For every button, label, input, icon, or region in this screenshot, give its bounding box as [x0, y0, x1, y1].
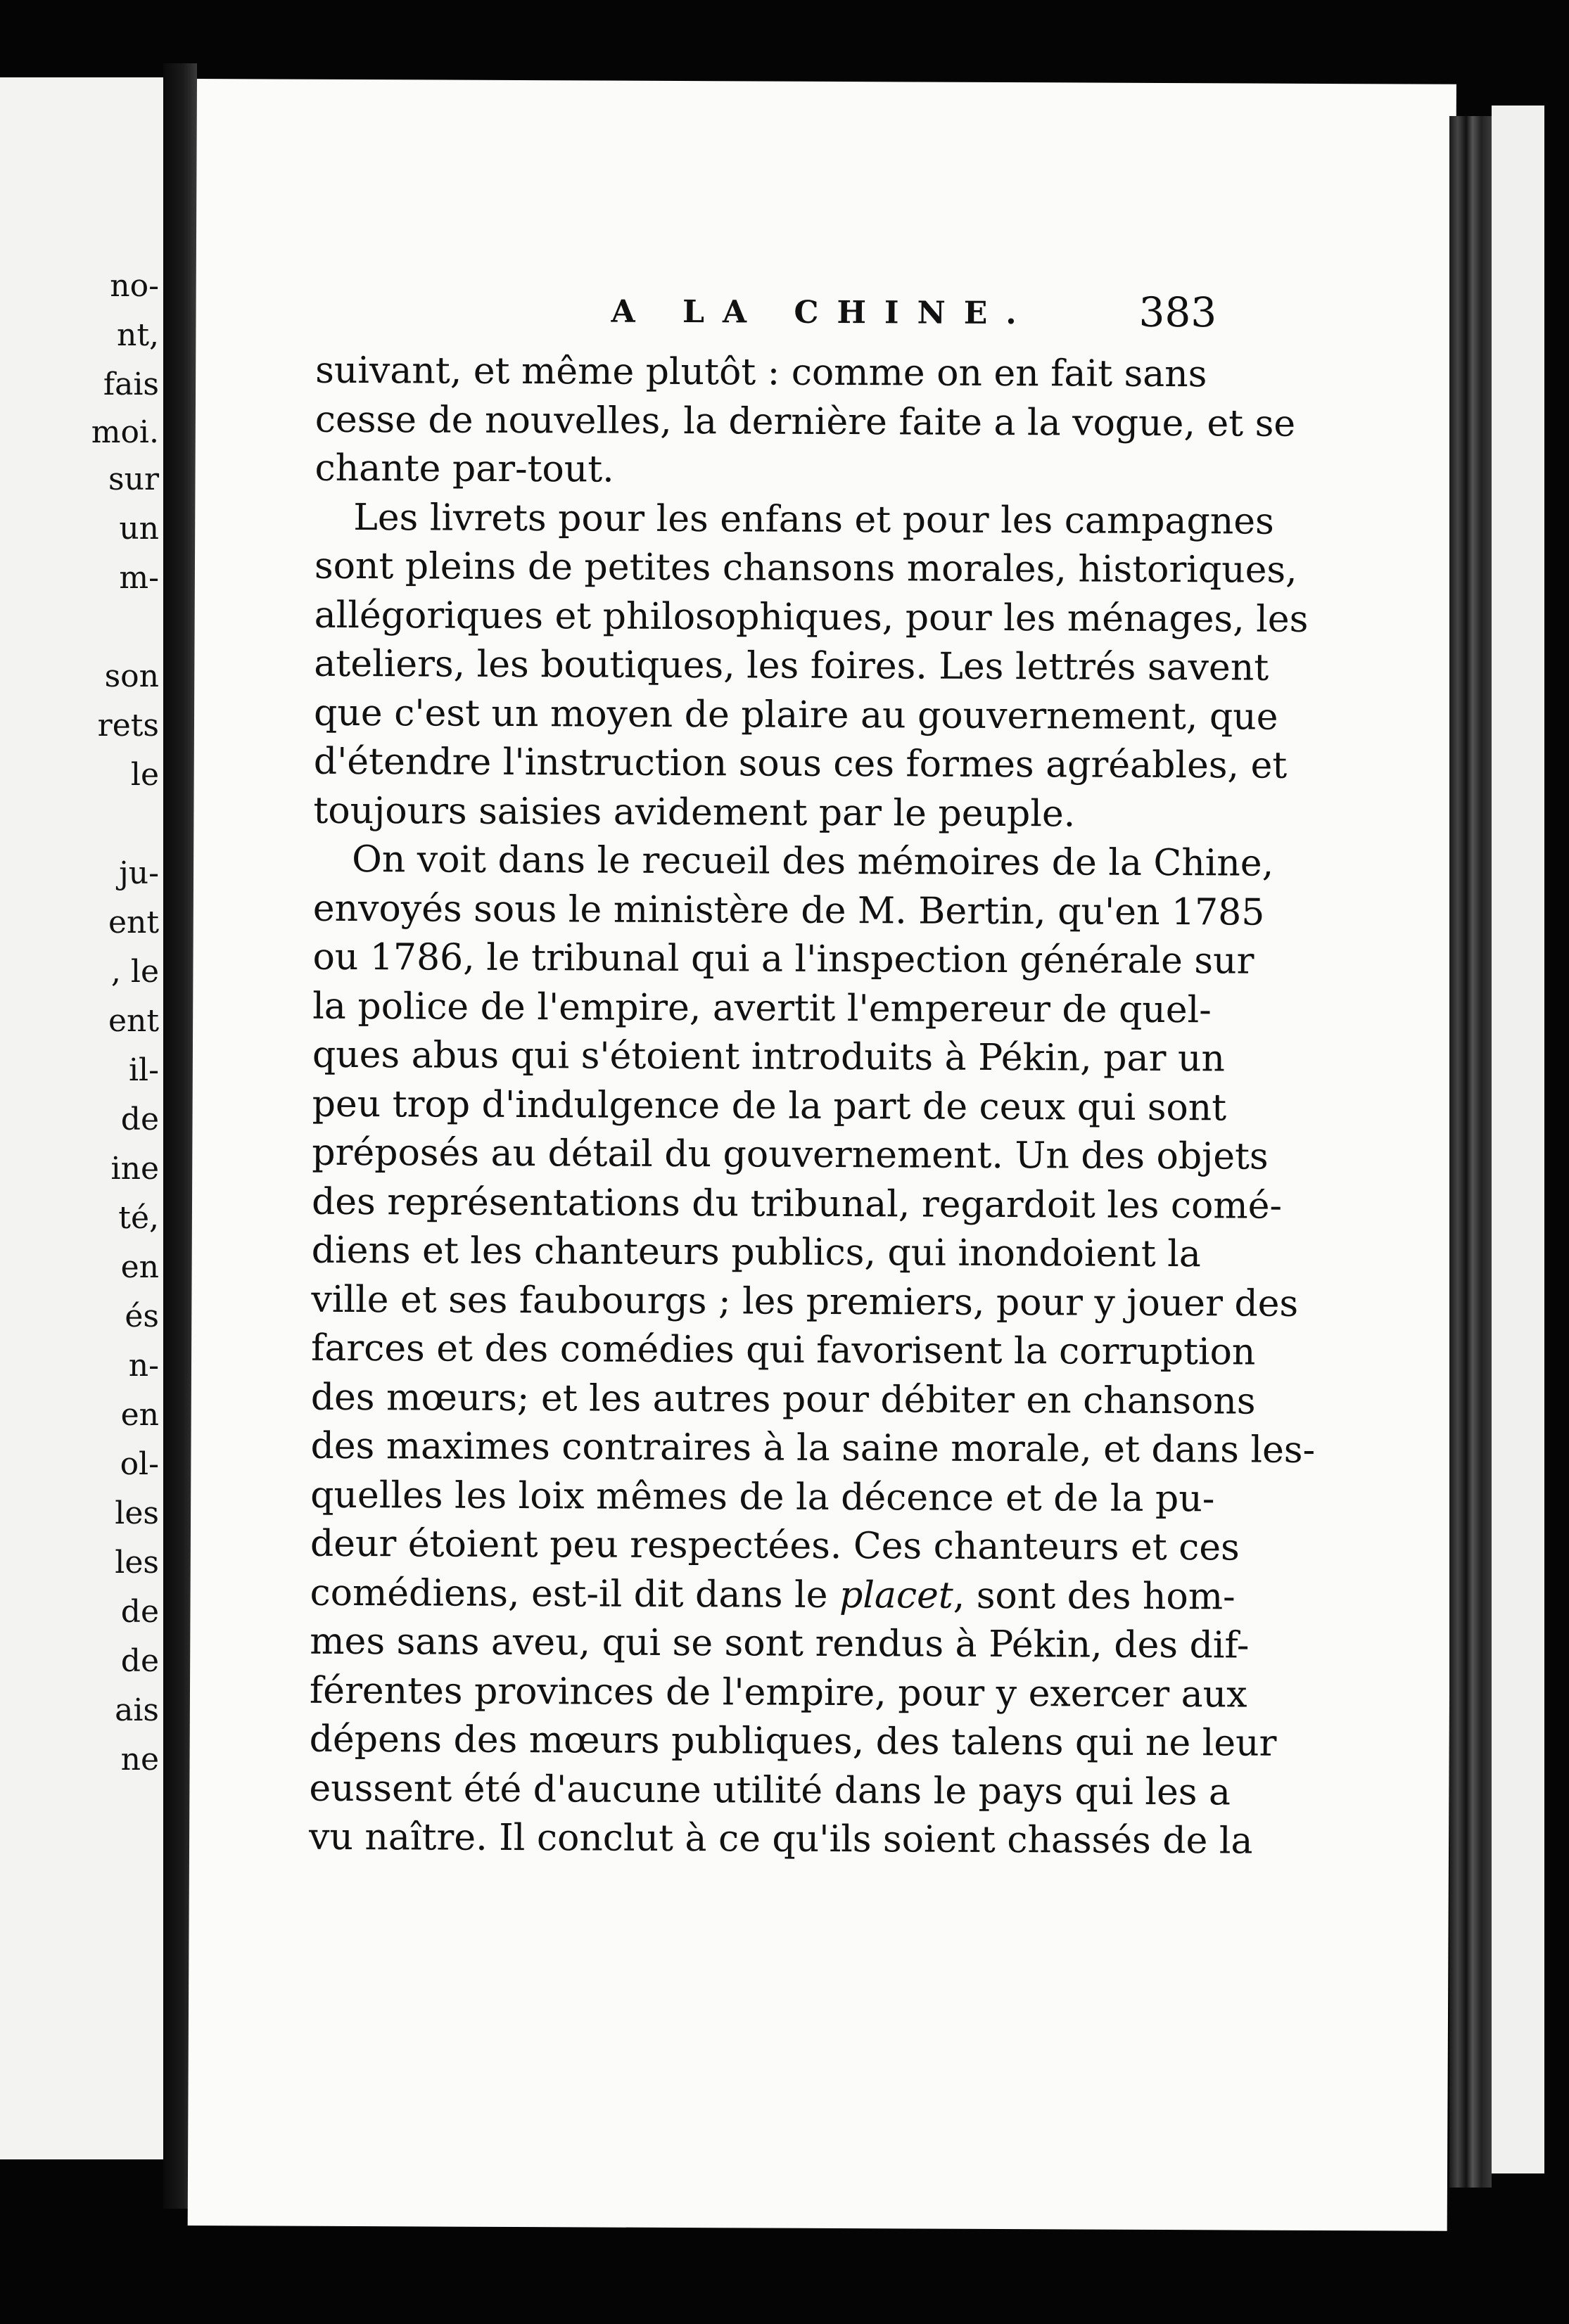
text-line: diens et les chanteurs publics, qui inondoient la	[311, 1229, 1202, 1276]
facing-page-line-fragment: son	[104, 658, 159, 694]
facing-page-line-fragment: sur	[108, 461, 159, 497]
facing-page-line-fragment: és	[125, 1298, 159, 1334]
facing-page-line-fragment: ju-	[119, 855, 159, 891]
text-segment: , sont des hom-	[953, 1574, 1235, 1618]
facing-page-line-fragment: le	[130, 757, 159, 793]
text-line: quelles les loix mêmes de la décence et de la pu-	[310, 1474, 1215, 1520]
facing-page-line-fragment: ine	[110, 1151, 159, 1187]
text-line: férentes provinces de l'empire, pour y exercer aux	[309, 1669, 1247, 1716]
text-line	[310, 1569, 1235, 1621]
text-line: ques abus qui s'étoient introduits à Pékin, par un	[312, 1033, 1226, 1080]
facing-page-line-fragment: de	[120, 1102, 159, 1137]
facing-page-line-fragment: n-	[128, 1348, 159, 1384]
text-line: des mœurs; et les autres pour débiter en chansons	[310, 1376, 1256, 1423]
text-line: que c'est un moyen de plaire au gouvernement, que	[313, 691, 1278, 739]
facing-page-line-fragment: ent	[108, 1003, 159, 1039]
text-line: préposés au détail du gouvernement. Un des objets	[312, 1131, 1269, 1178]
text-line: toujours saisies avidement par le peuple.	[313, 789, 1076, 835]
facing-page-fragment	[0, 77, 163, 2159]
text-line: la police de l'empire, avertit l'empereur de quel-	[312, 985, 1212, 1031]
page-number: 383	[1138, 288, 1217, 337]
facing-page-line-fragment: de	[120, 1594, 159, 1630]
text-line: d'étendre l'instruction sous ces formes agréables, et	[313, 740, 1288, 787]
text-line: cesse de nouvelles, la dernière faite a la vogue, et se	[315, 398, 1296, 445]
running-head: A LA CHINE.	[611, 293, 1035, 332]
facing-page-line-fragment: un	[119, 511, 159, 547]
book-page	[188, 79, 1456, 2231]
facing-page-line-fragment: en	[120, 1249, 159, 1285]
text-line: deur étoient peu respectées. Ces chanteurs et ces	[310, 1522, 1240, 1569]
facing-page-line-fragment: de	[120, 1643, 159, 1679]
facing-page-line-fragment: fais	[103, 366, 159, 402]
facing-page-line-fragment: ol-	[120, 1446, 159, 1482]
text-line: vu naître. Il conclut à ce qu'ils soient chassés de la	[308, 1815, 1253, 1863]
facing-page-line-fragment: rets	[97, 708, 159, 743]
text-line: ateliers, les boutiques, les foires. Les lettrés savent	[314, 642, 1269, 689]
facing-page-line-fragment: en	[120, 1397, 159, 1433]
page-edge	[1492, 106, 1544, 2173]
text-segment: comédiens, est-il dit dans le	[310, 1571, 840, 1616]
text-line: envoyés sous le ministère de M. Bertin, qu'en 1785	[312, 887, 1265, 934]
text-line: allégoriques et philosophiques, pour les ménages, les	[314, 594, 1309, 641]
facing-page-line-fragment: , le	[110, 954, 159, 990]
text-line: farces et des comédies qui favorisent la corruption	[310, 1327, 1256, 1374]
facing-page-line-fragment: moi.	[91, 414, 159, 450]
facing-page-line-fragment: les	[115, 1495, 159, 1531]
text-line: ou 1786, le tribunal qui a l'inspection générale sur	[312, 936, 1254, 983]
text-line: On voit dans le recueil des mémoires de la Chine,	[352, 838, 1274, 885]
text-line: eussent été d'aucune utilité dans le pays qui les a	[309, 1767, 1231, 1813]
facing-page-line-fragment: ais	[115, 1692, 159, 1728]
facing-page-line-fragment: nt,	[116, 317, 159, 353]
text-line: sont pleins de petites chansons morales, historiques,	[314, 544, 1297, 592]
facing-page-line-fragment: no-	[110, 268, 159, 304]
body-text	[308, 347, 1316, 1866]
text-line: peu trop d'indulgence de la part de ceux qui sont	[312, 1083, 1227, 1129]
text-line: Les livrets pour les enfans et pour les campagnes	[353, 496, 1274, 543]
facing-page-line-fragment: té,	[118, 1200, 159, 1236]
italic-word: placet	[839, 1573, 953, 1617]
facing-page-line-fragment: m-	[119, 560, 159, 596]
facing-page-line-fragment: ne	[120, 1742, 159, 1777]
text-line: chante par-tout.	[315, 447, 614, 491]
text-line: des représentations du tribunal, regardoit les comé-	[311, 1180, 1283, 1227]
facing-page-line-fragment: les	[115, 1545, 159, 1581]
text-line: mes sans aveu, qui se sont rendus à Pékin, des dif-	[310, 1620, 1250, 1667]
facing-page-line-fragment: il-	[128, 1052, 159, 1088]
text-line: des maximes contraires à la saine morale, et dans les-	[310, 1424, 1316, 1471]
text-line: dépens des mœurs publiques, des talens qui ne leur	[309, 1718, 1277, 1765]
text-line: suivant, et même plutôt : comme on en fait sans	[315, 349, 1207, 396]
text-line: ville et ses faubourgs ; les premiers, pour y jouer des	[311, 1278, 1299, 1325]
facing-page-line-fragment: ent	[108, 905, 159, 940]
page-edge-shadow	[1449, 116, 1492, 2188]
